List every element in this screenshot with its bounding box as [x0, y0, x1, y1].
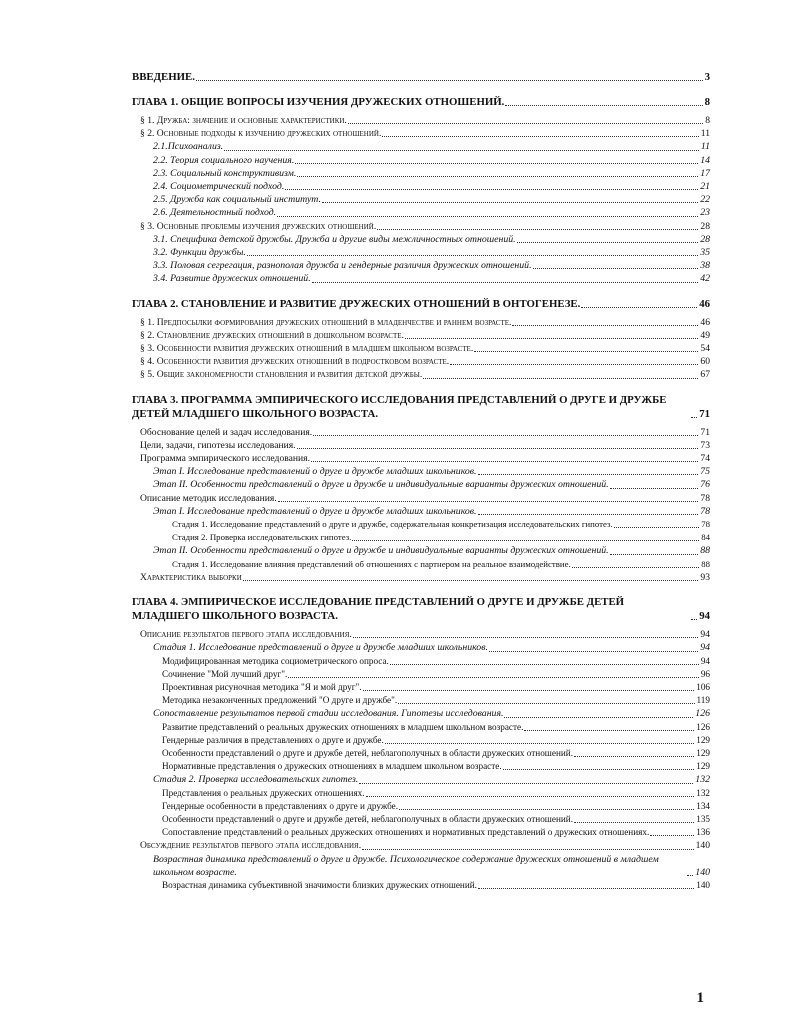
- toc-subsection[interactable]: 2.5. Дружба как социальный институт. 22: [153, 194, 710, 206]
- toc-section[interactable]: Обоснование целей и задач исследования. 71: [140, 426, 710, 438]
- toc-section[interactable]: Описание результатов первого этапа исследования. 94: [140, 629, 710, 641]
- toc-section[interactable]: § 1. Предпосылки формирования дружеских отношений в младенчестве и раннем возрасте. 46: [140, 316, 710, 328]
- toc-item[interactable]: Особенности представлений о друге и дружбе детей, неблагополучных в области дружеских отношений. 135: [162, 813, 710, 824]
- toc-item[interactable]: Методика незаконченных предложений "О друге и дружбе". 119: [162, 695, 710, 706]
- toc-item[interactable]: Сочинение "Мой лучший друг". 96: [162, 668, 710, 679]
- toc-item[interactable]: Модифицированная методика социометрического опроса. 94: [162, 655, 710, 666]
- toc-chapter-4[interactable]: ГЛАВА 4. ЭМПИРИЧЕСКОЕ ИССЛЕДОВАНИЕ ПРЕДСТАВЛЕНИЙ О ДРУГЕ И ДРУЖБЕ ДЕТЕЙ МЛАДШЕГО ШКОЛЬНОГО ВОЗРАСТА. 94: [132, 596, 710, 623]
- toc-item[interactable]: Развитие представлений о реальных дружеских отношениях в младшем школьном возрасте. 126: [162, 721, 710, 732]
- toc-subsection[interactable]: Этап II. Особенности представлений о друге и дружбе и индивидуальные варианты дружеских отношений. 76: [153, 479, 710, 491]
- toc-section[interactable]: § 2. Основные подходы к изучению дружеских отношений. 11: [140, 128, 710, 140]
- toc-subsection[interactable]: 2.3. Социальный конструктивизм. 17: [153, 167, 710, 179]
- toc-subsection[interactable]: Стадия 2. Проверка исследовательских гипотез. 132: [153, 774, 710, 786]
- toc-subsection[interactable]: Этап I. Исследование представлений о друге и дружбе младших школьников. 78: [153, 505, 710, 517]
- toc-item[interactable]: Сопоставление представлений о реальных дружеских отношениях и нормативных представлений о дружеских отношениях. 136: [162, 827, 710, 838]
- toc-stage[interactable]: Стадия 1. Исследование представлений о друге и дружбе, содержательная конкретизация исследовательских гипотез. 78: [172, 519, 710, 530]
- toc-subsection[interactable]: 3.2. Функции дружбы. 35: [153, 247, 710, 259]
- toc-chapter-3[interactable]: ГЛАВА 3. ПРОГРАММА ЭМПИРИЧЕСКОГО ИССЛЕДОВАНИЯ ПРЕДСТАВЛЕНИЙ О ДРУГЕ И ДРУЖБЕ ДЕТЕЙ МЛАДШЕГО ШКОЛЬНОГО ВОЗРАСТА. 71: [132, 393, 710, 420]
- toc-subsection[interactable]: Этап I. Исследование представлений о друге и дружбе младших школьников. 75: [153, 466, 710, 478]
- toc-subsection[interactable]: Возрастная динамика представлений о друге и дружбе. Психологическое содержание дружеских отношений в младшем школьном возрасте. 140: [153, 853, 710, 878]
- toc-subsection[interactable]: Сопоставление результатов первой стадии исследования. Гипотезы исследования. 126: [153, 708, 710, 720]
- toc-item[interactable]: Проективная рисуночная методика "Я и мой друг". 106: [162, 681, 710, 692]
- toc-subsection[interactable]: 2.1.Психоанализ. 11: [153, 141, 710, 153]
- toc-item[interactable]: Гендерные различия в представлениях о друге и дружбе. 129: [162, 734, 710, 745]
- toc-section[interactable]: § 1. Дружба: значение и основные характеристики. 8: [140, 115, 710, 126]
- toc-section[interactable]: Характеристика выборки 93: [140, 571, 710, 583]
- page-number: 1: [696, 990, 704, 1006]
- toc-chapter-1[interactable]: ГЛАВА 1. ОБЩИЕ ВОПРОСЫ ИЗУЧЕНИЯ ДРУЖЕСКИХ ОТНОШЕНИЙ. 8: [132, 96, 710, 108]
- toc-item[interactable]: Представления о реальных дружеских отношениях. 132: [162, 787, 710, 798]
- toc-subsection[interactable]: 3.4. Развитие дружеских отношений. 42: [153, 273, 710, 285]
- toc-chapter-2[interactable]: ГЛАВА 2. СТАНОВЛЕНИЕ И РАЗВИТИЕ ДРУЖЕСКИХ ОТНОШЕНИЙ В ОНТОГЕНЕЗЕ. 46: [132, 297, 710, 310]
- toc-section[interactable]: § 3. Основные проблемы изучения дружеских отношений. 28: [140, 220, 710, 232]
- toc-item[interactable]: Особенности представлений о друге и дружбе детей, неблагополучных в области дружеских отношений. 129: [162, 747, 710, 758]
- toc-subsection[interactable]: 3.1. Специфика детской дружбы. Дружба и другие виды межличностных отношений. 28: [153, 233, 710, 245]
- toc-subsection[interactable]: 2.6. Деятельностный подход. 23: [153, 207, 710, 219]
- toc-section[interactable]: Описание методик исследования. 78: [140, 492, 710, 504]
- table-of-contents: [132, 70, 710, 892]
- toc-section[interactable]: § 4. Особенности развития дружеских отношений в подростковом возрасте. 60: [140, 356, 710, 368]
- toc-subsection[interactable]: Этап II. Особенности представлений о друге и дружбе и индивидуальные варианты дружеских отношений. 88: [153, 545, 710, 557]
- toc-item[interactable]: Гендерные особенности в представлениях о друге и дружбе. 134: [162, 800, 710, 811]
- toc-section[interactable]: Программа эмпирического исследования. 74: [140, 453, 710, 465]
- toc-subsection[interactable]: 2.2. Теория социального научения. 14: [153, 154, 710, 166]
- toc-item[interactable]: Нормативные представления о дружеских отношениях в младшем школьном возрасте. 129: [162, 761, 710, 772]
- toc-item[interactable]: Возрастная динамика субъективной значимости близких дружеских отношений. 140: [162, 879, 710, 890]
- toc-stage[interactable]: Стадия 1. Исследование влияния представлений об отношениях с партнером на реальное взаимодействие. 88: [172, 558, 710, 569]
- toc-subsection[interactable]: Стадия 1. Исследование представлений о друге и дружбе младших школьников. 94: [153, 642, 710, 654]
- toc-section[interactable]: § 5. Общие закономерности становления и развития детской дружбы. 67: [140, 369, 710, 381]
- toc-section[interactable]: § 3. Особенности развития дружеских отношений в младшем школьном возрасте. 54: [140, 343, 710, 355]
- toc-stage[interactable]: Стадия 2. Проверка исследовательских гипотез. 84: [172, 532, 710, 543]
- toc-subsection[interactable]: 2.4. Социометрический подход. 21: [153, 181, 710, 193]
- toc-section[interactable]: Цели, задачи, гипотезы исследования. 73: [140, 439, 710, 451]
- toc-section[interactable]: Обсуждение результатов первого этапа исследования. 140: [140, 840, 710, 852]
- toc-entry-introduction[interactable]: ВВЕДЕНИЕ. 3: [132, 71, 710, 83]
- toc-subsection[interactable]: 3.3. Половая сегрегация, разнополая дружба и гендерные различия дружеских отношений. 38: [153, 260, 710, 272]
- toc-section[interactable]: § 2. Становление дружеских отношений в дошкольном возрасте. 49: [140, 329, 710, 341]
